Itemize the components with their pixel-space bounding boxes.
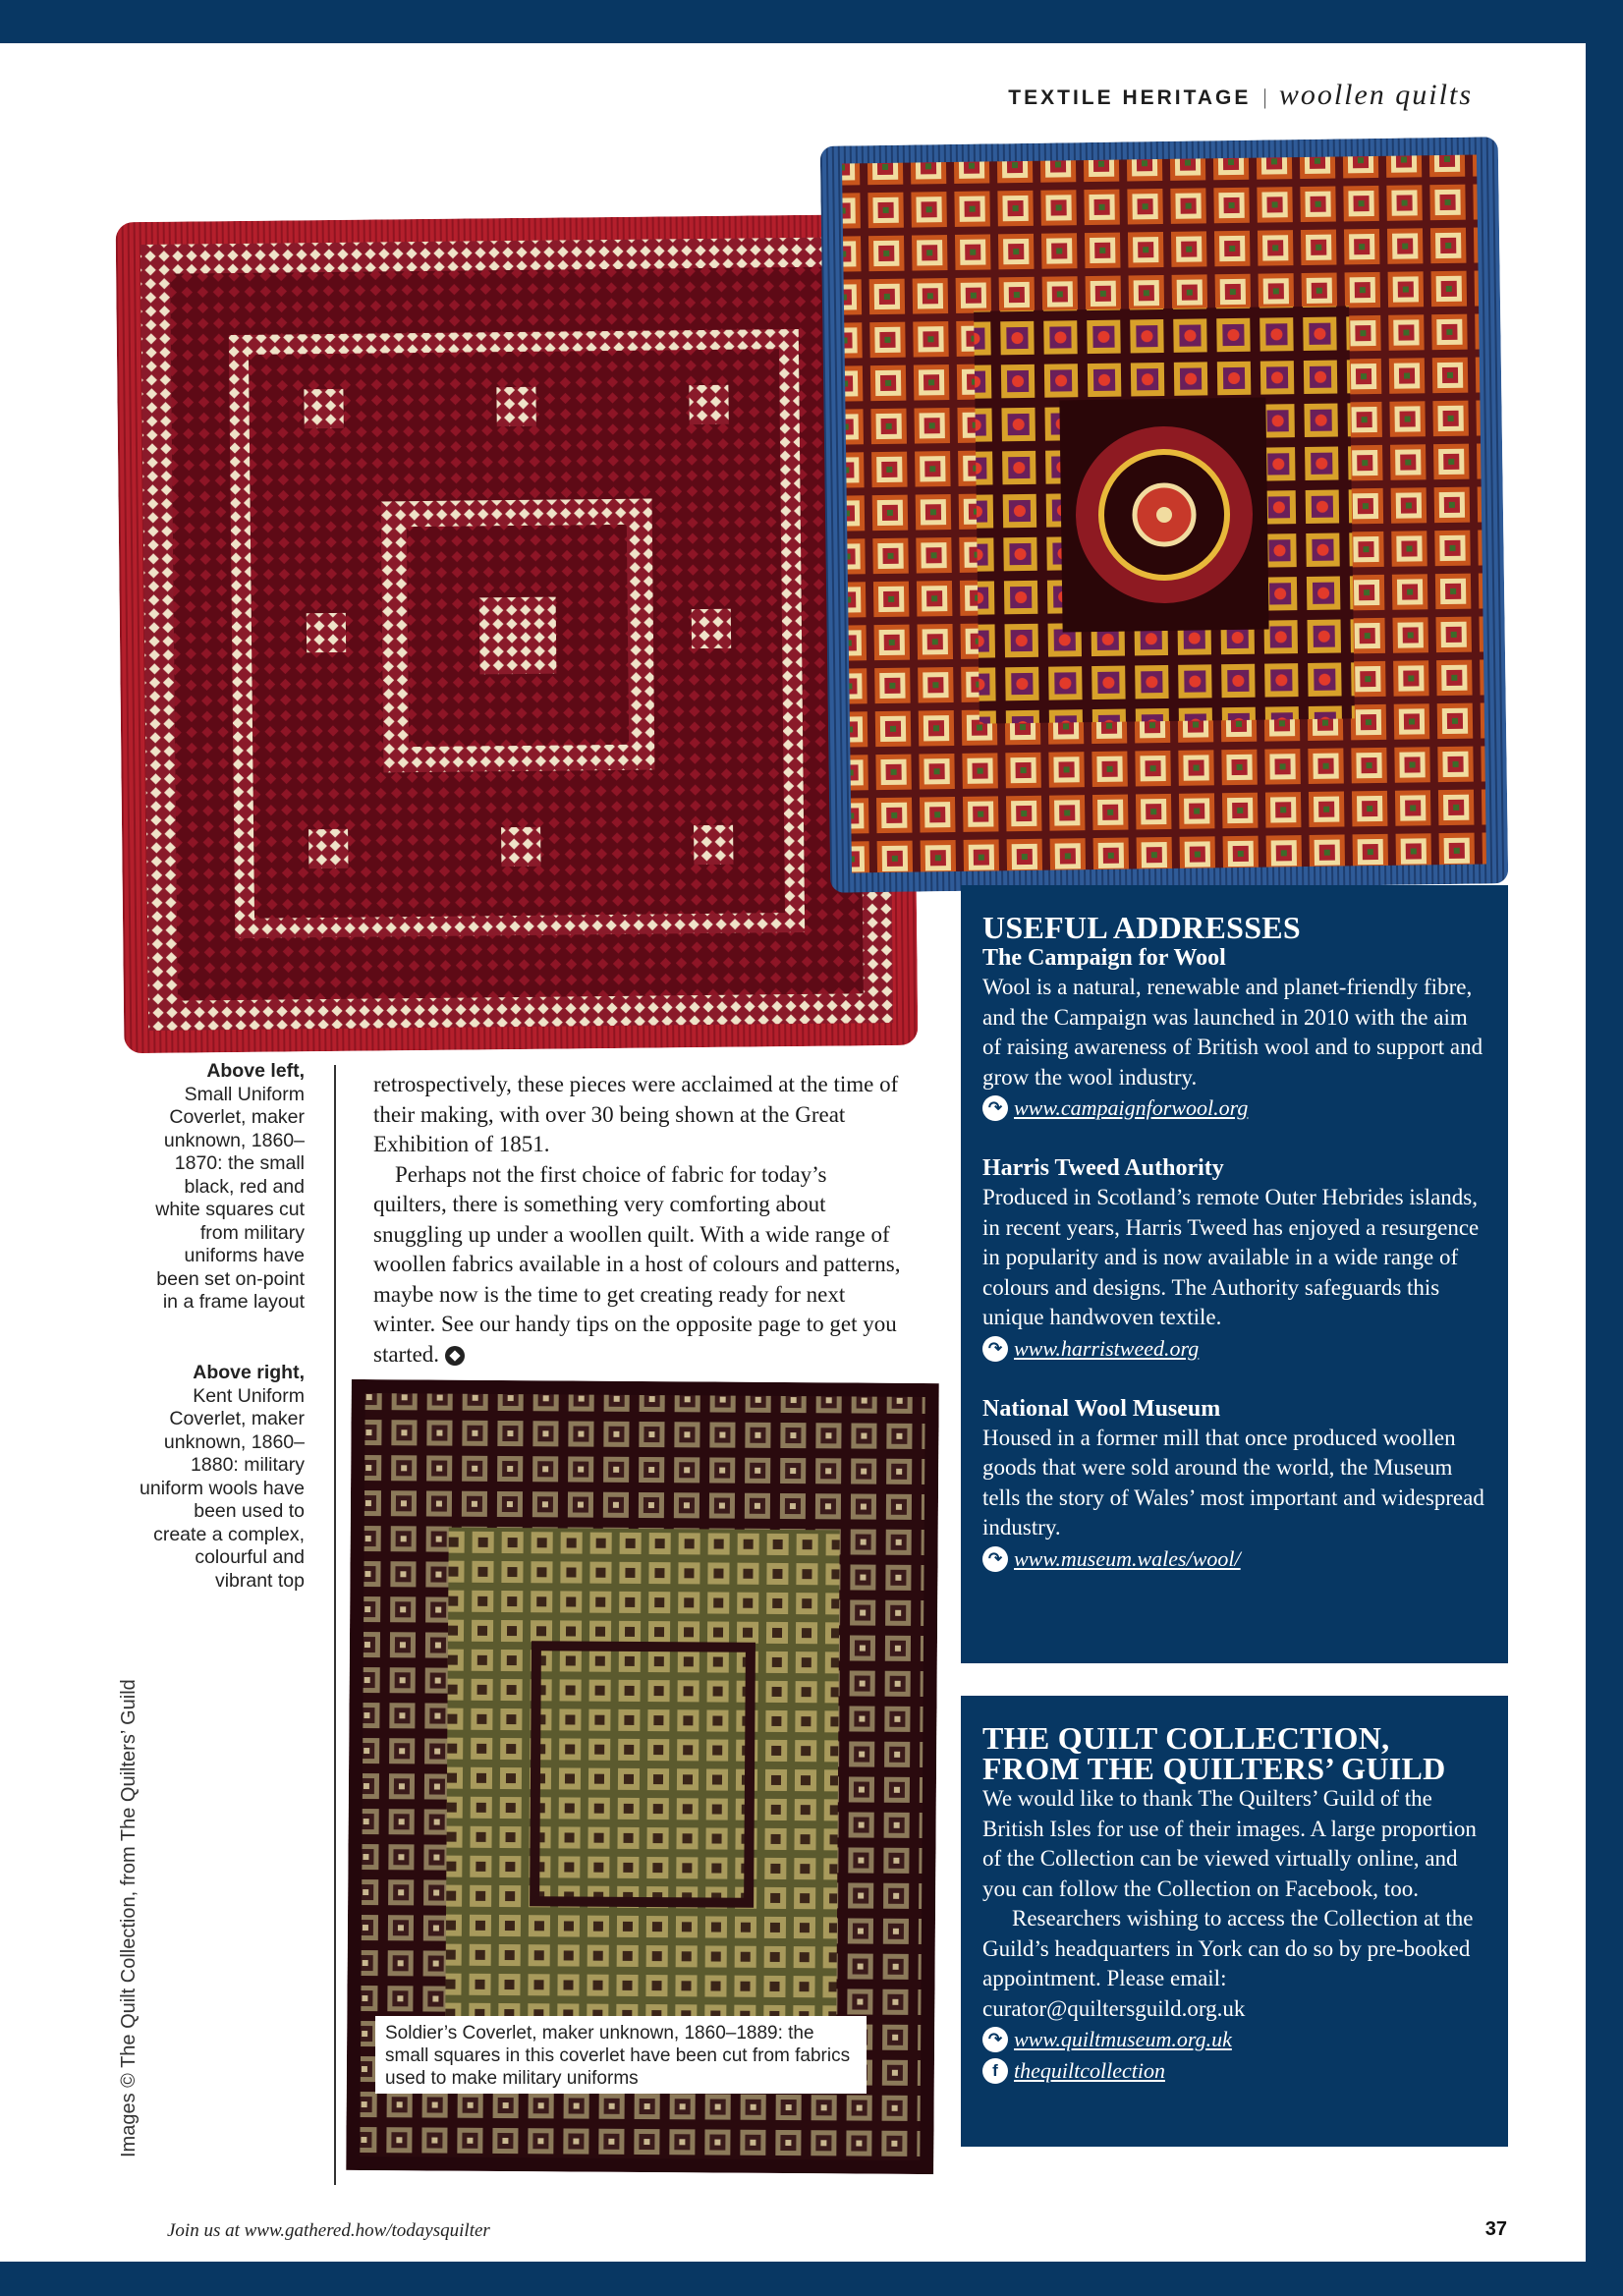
quilt-collection-paragraph-2: Researchers wishing to access the Collection at the Guild’s headquarters in York can do so by pre-booked appointment. Please email: curator@quiltersguild.org.uk <box>982 1906 1474 2021</box>
caption-above-right-text: Kent Uniform Coverlet, maker unknown, 1860–1880: military uniform wools have been used to create a complex, colourful and vibrant top <box>140 1384 305 1592</box>
harristweed-link[interactable] <box>982 1333 1486 1365</box>
page-number: 37 <box>1484 2218 1507 2240</box>
quiltmuseum-link[interactable] <box>982 2024 1486 2055</box>
useful-addresses-box <box>961 885 1508 1663</box>
caption-above-left-text: Small Uniform Coverlet, maker unknown, 1860–1870: the small black, red and white squares cut from military uniforms have been set on-point in a frame layout <box>155 1083 305 1313</box>
caption-above-left-title: Above left, <box>206 1060 305 1082</box>
entry-description: Produced in Scotland’s remote Outer Hebrides islands, in recent years, Harris Tweed has enjoyed a resurgence in popularity and is now available in a wide range of colours and designs. The Authority safeguards this unique handwoven textile. <box>982 1185 1480 1329</box>
topic-label: woollen quilts <box>1278 79 1473 111</box>
entry-name: The Campaign for Wool <box>982 945 1226 971</box>
caption-soldiers-coverlet: Soldier’s Coverlet, maker unknown, 1860–1889: the small squares in this coverlet have been cut from fabrics used to make military uniforms <box>375 2016 867 2094</box>
address-entry-national-wool-museum <box>982 1394 1486 1575</box>
link-text[interactable]: www.harristweed.org <box>1014 1335 1200 1361</box>
web-link-icon: ↷ <box>982 1095 1008 1121</box>
quilt-collection-paragraph-1: We would like to thank The Quilters’ Guild of the British Isles for use of their images. A large proportion of the Collection can be viewed virtually online, and you can follow the Collection on Facebook, too. <box>982 1786 1477 1901</box>
quilt-collection-box <box>961 1696 1508 2147</box>
body-paragraph-2 <box>373 1160 904 1371</box>
link-text[interactable]: www.campaignforwool.org <box>1014 1095 1249 1120</box>
article-body <box>373 1070 904 1370</box>
entry-description: Wool is a natural, renewable and planet-friendly fibre, and the Campaign was launched in 2010 with the aim of raising awareness of British wool and to support and grow the wool industry. <box>982 975 1483 1090</box>
campaignforwool-link[interactable] <box>982 1092 1486 1124</box>
link-text[interactable]: thequiltcollection <box>1014 2058 1165 2083</box>
header-divider: | <box>1262 84 1267 109</box>
caption-above-right-title: Above right, <box>193 1362 305 1383</box>
quilt-collection-title-line2: FROM THE QUILTERS’ GUILD <box>982 1751 1446 1786</box>
useful-addresses-title: USEFUL ADDRESSES <box>982 910 1302 945</box>
footer-join-text: Join us at www.gathered.how/todaysquilter <box>167 2220 490 2241</box>
entry-name: National Wool Museum <box>982 1395 1221 1422</box>
section-label: TEXTILE HERITAGE <box>1008 86 1252 109</box>
caption-above-right <box>138 1362 305 1593</box>
body-paragraph-1: retrospectively, these pieces were acclaimed at the time of their making, with over 30 being shown at the Great Exhibition of 1851. <box>373 1072 899 1156</box>
facebook-icon: f <box>982 2058 1008 2084</box>
magazine-page <box>0 43 1586 2262</box>
quilt-collection-title <box>982 1720 1486 1786</box>
running-head <box>1008 79 1473 112</box>
column-rule <box>334 1065 336 2185</box>
link-text[interactable]: www.museum.wales/wool/ <box>1014 1545 1241 1571</box>
image-credit: Images © The Quilt Collection, from The Quilters’ Guild <box>118 1679 140 2157</box>
body-paragraph-2-text: Perhaps not the first choice of fabric for today’s quilters, there is something very comforting about snuggling up under a woollen quilt. With a wide range of woollen fabrics available in a host of colours and patterns, maybe now is the time to get creating ready for next winter. See our handy tips on the opposite page to get you started. <box>373 1161 901 1367</box>
address-entry-campaign-for-wool <box>982 943 1486 1124</box>
facebook-link[interactable] <box>982 2055 1486 2087</box>
link-text[interactable]: www.quiltmuseum.org.uk <box>1014 2027 1232 2051</box>
web-link-icon: ↷ <box>982 1336 1008 1362</box>
small-uniform-coverlet-image <box>116 214 919 1053</box>
entry-description: Housed in a former mill that once produced woollen goods that were sold around the world, the Museum tells the story of Wales’ most important and widespread industry. <box>982 1425 1484 1540</box>
end-mark-icon <box>445 1346 465 1366</box>
address-entry-harris-tweed <box>982 1153 1486 1365</box>
quilt-collection-title-line1: THE QUILT COLLECTION, <box>982 1720 1390 1756</box>
caption-above-left <box>138 1060 305 1315</box>
kent-uniform-coverlet-image <box>820 137 1509 893</box>
web-link-icon: ↷ <box>982 1546 1008 1572</box>
entry-name: Harris Tweed Authority <box>982 1155 1224 1181</box>
web-link-icon: ↷ <box>982 2027 1008 2052</box>
museum-wales-link[interactable] <box>982 1543 1486 1575</box>
